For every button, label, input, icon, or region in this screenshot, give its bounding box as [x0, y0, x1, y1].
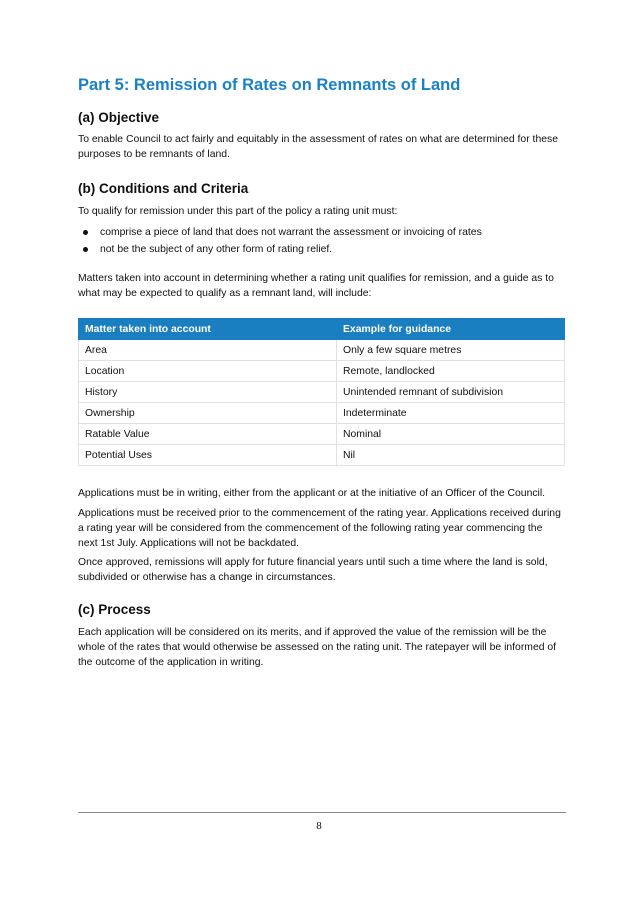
- footer-divider: [78, 812, 566, 813]
- page-title: Part 5: Remission of Rates on Remnants of Land: [78, 76, 461, 94]
- table-header-row: [79, 319, 565, 340]
- table-cell: History: [79, 382, 337, 403]
- list-item: comprise a piece of land that does not warrant the assessment or invoicing of rates: [78, 225, 564, 242]
- table-row: [79, 424, 565, 445]
- table-header-matter: Matter taken into account: [79, 319, 337, 340]
- criteria-list: [78, 225, 564, 259]
- remissions-duration-text: Once approved, remissions will apply for future financial years until such a time where the land is sold, subdivided or otherwise has a change in circumstances.: [78, 557, 548, 583]
- conditions-heading: (b) Conditions and Criteria: [78, 181, 249, 196]
- objective-heading: (a) Objective: [78, 110, 160, 125]
- guidance-table-wrapper: [78, 318, 564, 466]
- list-item: not be the subject of any other form of rating relief.: [78, 242, 564, 259]
- process-text: Each application will be considered on its merits, and if approved the value of the remission will be the whole of the rates that would otherwise be assessed on the rating unit. The ratepayer will be informed of the outcome of the application in writing.: [78, 627, 557, 668]
- bullet-icon: [83, 247, 88, 252]
- table-cell: Ratable Value: [79, 424, 337, 445]
- table-row: [79, 382, 565, 403]
- table-row: [79, 445, 565, 466]
- table-cell: Only a few square metres: [337, 340, 565, 361]
- page-number: 8: [316, 820, 322, 832]
- applications-timing-text: Applications must be received prior to the commencement of the rating year. Applications received during a rating year will be considered from the commencement of the following rating year commencing the next 1st July. Applications will not be backdated.: [78, 508, 561, 549]
- table-cell: Nominal: [337, 424, 565, 445]
- objective-text: To enable Council to act fairly and equitably in the assessment of rates on what are determined for these purposes to be remnants of land.: [78, 134, 558, 160]
- applications-writing-text: Applications must be in writing, either from the applicant or at the initiative of an Officer of the Council.: [78, 488, 546, 499]
- matters-intro: Matters taken into account in determining whether a rating unit qualifies for remission, and a guide as to what may be expected to qualify as a remnant land, will include:: [78, 273, 554, 299]
- table-row: [79, 340, 565, 361]
- guidance-table: [78, 318, 565, 466]
- table-cell: Area: [79, 340, 337, 361]
- table-cell: Nil: [337, 445, 565, 466]
- table-header-example: Example for guidance: [337, 319, 565, 340]
- bullet-icon: [83, 230, 88, 235]
- process-heading: (c) Process: [78, 602, 151, 617]
- table-cell: Remote, landlocked: [337, 361, 565, 382]
- table-cell: Indeterminate: [337, 403, 565, 424]
- table-row: [79, 403, 565, 424]
- table-cell: Location: [79, 361, 337, 382]
- table-row: [79, 361, 565, 382]
- table-cell: Unintended remnant of subdivision: [337, 382, 565, 403]
- table-cell: Ownership: [79, 403, 337, 424]
- table-cell: Potential Uses: [79, 445, 337, 466]
- conditions-intro: To qualify for remission under this part of the policy a rating unit must:: [78, 206, 398, 217]
